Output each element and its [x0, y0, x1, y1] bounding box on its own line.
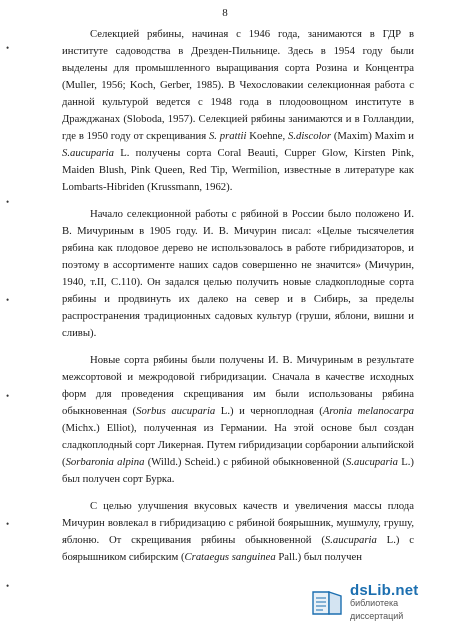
- page-number: 8: [222, 7, 228, 19]
- text-run: L. получены сорта Coral Beauti, Cupper Glow, Kirsten Pink, Maiden Blush, Pink Queen, Red Tip, Wermilion, известные в литературе как Lombarts-Hibriden (Krussmann, 1962).: [62, 147, 414, 193]
- paragraph: [62, 352, 414, 488]
- italic-term: S.discolor: [287, 130, 332, 142]
- italic-term: S.aucuparia: [324, 534, 377, 546]
- text-run: L.) был получен сорт Бурка.: [62, 456, 414, 485]
- margin-mark: •: [6, 391, 10, 401]
- text-run: (Michx.) Elliot), полученная из Германии. На этой основе был создан сладкоплодный сорт Ликерная. Путем гибридизации сорбаронии альпийской (: [62, 422, 414, 468]
- italic-term: Sorbaronia alpina: [65, 456, 145, 468]
- watermark-subtitle: библиотека диссертаций: [350, 597, 404, 621]
- margin-mark: •: [6, 295, 10, 305]
- dslib-logo-icon: [310, 588, 344, 618]
- paragraph: [62, 206, 414, 342]
- text-run: (Willd.) Scheid.) с рябиной обыкновенной (: [144, 456, 347, 468]
- text-run: Новые сорта рябины были получены И. В. Мичуриным в результате межсортовой и межродовой гибридизации. Сначала в качестве исходных форм для проведения скрещивания им были использованы рябина обыкновенная (: [62, 354, 414, 417]
- paragraph: [62, 26, 414, 196]
- italic-term: S.aucuparia: [346, 456, 398, 468]
- margin-mark: •: [6, 43, 10, 53]
- italic-term: Aronia melanocarpa: [322, 405, 415, 417]
- italic-term: S. prattii: [208, 130, 247, 142]
- italic-term: Crataegus sanguinea: [184, 551, 276, 563]
- paragraph: [62, 498, 414, 566]
- text-run: L.) с боярышником сибирским (: [62, 534, 414, 563]
- body-text: [62, 26, 414, 576]
- text-run: Pall.) был получен: [275, 551, 362, 563]
- text-run: (Maxim) Maxim и: [331, 130, 414, 142]
- text-run: С целью улучшения вкусовых качеств и увеличения массы плода Мичурин вовлекал в гибридизацию с рябиной боярышник, мушмулу, грушу, яблоню. От скрещивания рябины обыкновенной (: [62, 500, 414, 546]
- text-run: Koehne,: [246, 130, 288, 142]
- text-run: L.) и черноплодная (: [215, 405, 323, 417]
- dslib-watermark[interactable]: [310, 581, 440, 621]
- italic-term: Sorbus aucuparia: [136, 405, 216, 417]
- margin-mark: •: [6, 519, 10, 529]
- watermark-brand: dsLib.net: [350, 581, 419, 599]
- italic-term: S.aucuparia: [62, 147, 114, 159]
- margin-mark: •: [6, 581, 10, 591]
- text-run: Селекцией рябины, начиная с 1946 года, занимаются в ГДР в институте садоводства в Дрезден-Пильнице. Здесь в 1954 году были выделены для промышленного выращивания сорта Розина и Концентра (Muller, 1956; Koch, Gerber, 1985). В Чехословакии селекционная работа с данной культурой ведется с 1948 года в плодоовощном институте в Дражджанах (Sloboda, 1957). Селекцией рябины занимаются и в Голландии, где в 1950 году от скрещивания: [62, 28, 414, 142]
- margin-mark: •: [6, 197, 10, 207]
- text-run: Начало селекционной работы с рябиной в России было положено И. В. Мичуриным в 1905 году. И. В. Мичурин писал: «Целые тысячелетия рябина как плодовое дерево не использовалось в работе гибридизаторов, и поэтому в ассортименте наших садов совершенно не значится» (Мичурин, 1940, т.II, С.110). Он задался целью получить новые сладкоплодные сорта рябины и продвинуть их далеко на север и в Сибирь, за пределы распространения традиционных садовых культур (груши, яблони, вишни и сливы).: [62, 208, 414, 339]
